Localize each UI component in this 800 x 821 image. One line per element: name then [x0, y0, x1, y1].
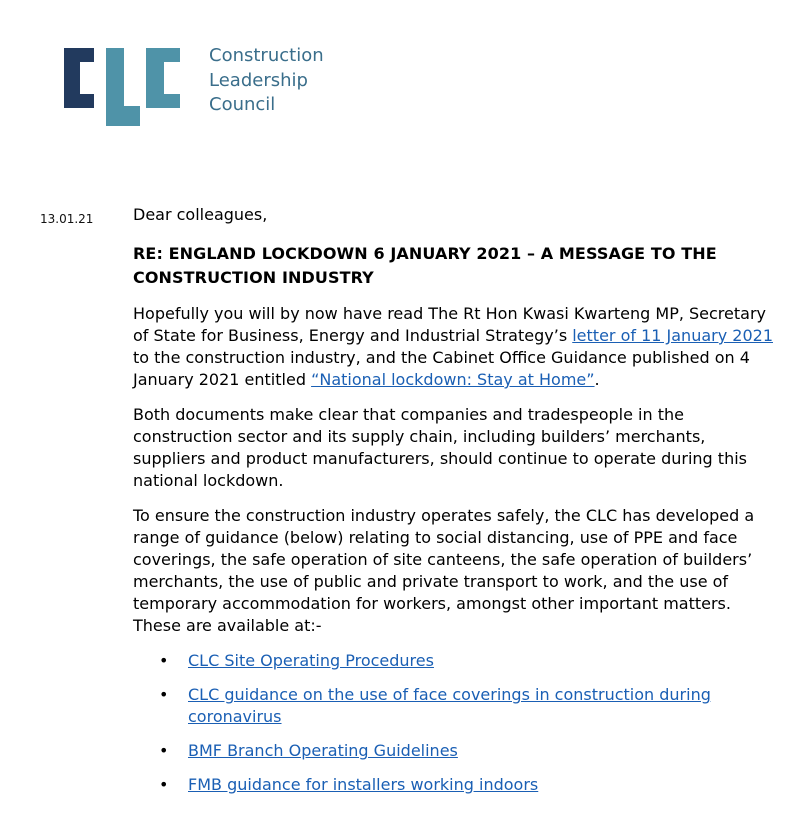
- clc-site-operating-procedures-link[interactable]: CLC Site Operating Procedures: [188, 651, 434, 670]
- list-item: [133, 774, 773, 796]
- bullet-icon: •: [159, 741, 169, 760]
- intro-text-2: to the construction industry, and the Cabinet Office Guidance published on 4 January 2021 entitled: [133, 348, 750, 389]
- letter-date: 13.01.21: [40, 212, 94, 226]
- intro-text-1: Hopefully you will by now have read The Rt Hon Kwasi Kwarteng MP, Secretary of State for Business, Energy and Industrial Strategy’s: [133, 304, 766, 345]
- bullet-icon: •: [159, 651, 169, 670]
- clc-logo: [64, 44, 184, 128]
- list-item: [133, 684, 773, 728]
- organization-name: [209, 44, 324, 118]
- org-name-line-2: Leadership: [209, 69, 308, 91]
- list-item: [133, 740, 773, 762]
- letter-11-january-link[interactable]: letter of 11 January 2021: [572, 326, 773, 345]
- bullet-icon: •: [159, 685, 169, 704]
- paragraph-guidance: To ensure the construction industry operates safely, the CLC has developed a range of guidance (below) relating to social distancing, use of PPE and face coverings, the safe operation of site canteens, the safe operation of builders’ merchants, the use of public and private transport to work, and the use of temporary accommodation for workers, amongst other important matters. These are available at:-: [133, 506, 755, 635]
- clc-face-coverings-guidance-link[interactable]: CLC guidance on the use of face coverings in construction during coronavirus: [188, 685, 711, 726]
- letter-heading: RE: ENGLAND LOCKDOWN 6 JANUARY 2021 – A MESSAGE TO THE CONSTRUCTION INDUSTRY: [133, 244, 717, 287]
- greeting: Dear colleagues,: [133, 205, 268, 224]
- paragraph-intro: [133, 303, 773, 391]
- org-name-line-1: Construction: [209, 45, 324, 66]
- org-name-line-3: Council: [209, 94, 276, 115]
- letter-body: [133, 204, 773, 808]
- guidance-links-list: [133, 650, 773, 796]
- fmb-installers-guidance-link[interactable]: FMB guidance for installers working indoors: [188, 775, 539, 794]
- intro-text-3: .: [594, 370, 600, 389]
- bmf-branch-operating-guidelines-link[interactable]: BMF Branch Operating Guidelines: [188, 741, 458, 760]
- list-item: [133, 650, 773, 672]
- bullet-icon: •: [159, 775, 169, 794]
- national-lockdown-link[interactable]: “National lockdown: Stay at Home”: [311, 370, 595, 389]
- paragraph-documents: Both documents make clear that companies and tradespeople in the construction sector and its supply chain, including builders’ merchants, suppliers and product manufacturers, should continue to operate during this national lockdown.: [133, 405, 747, 490]
